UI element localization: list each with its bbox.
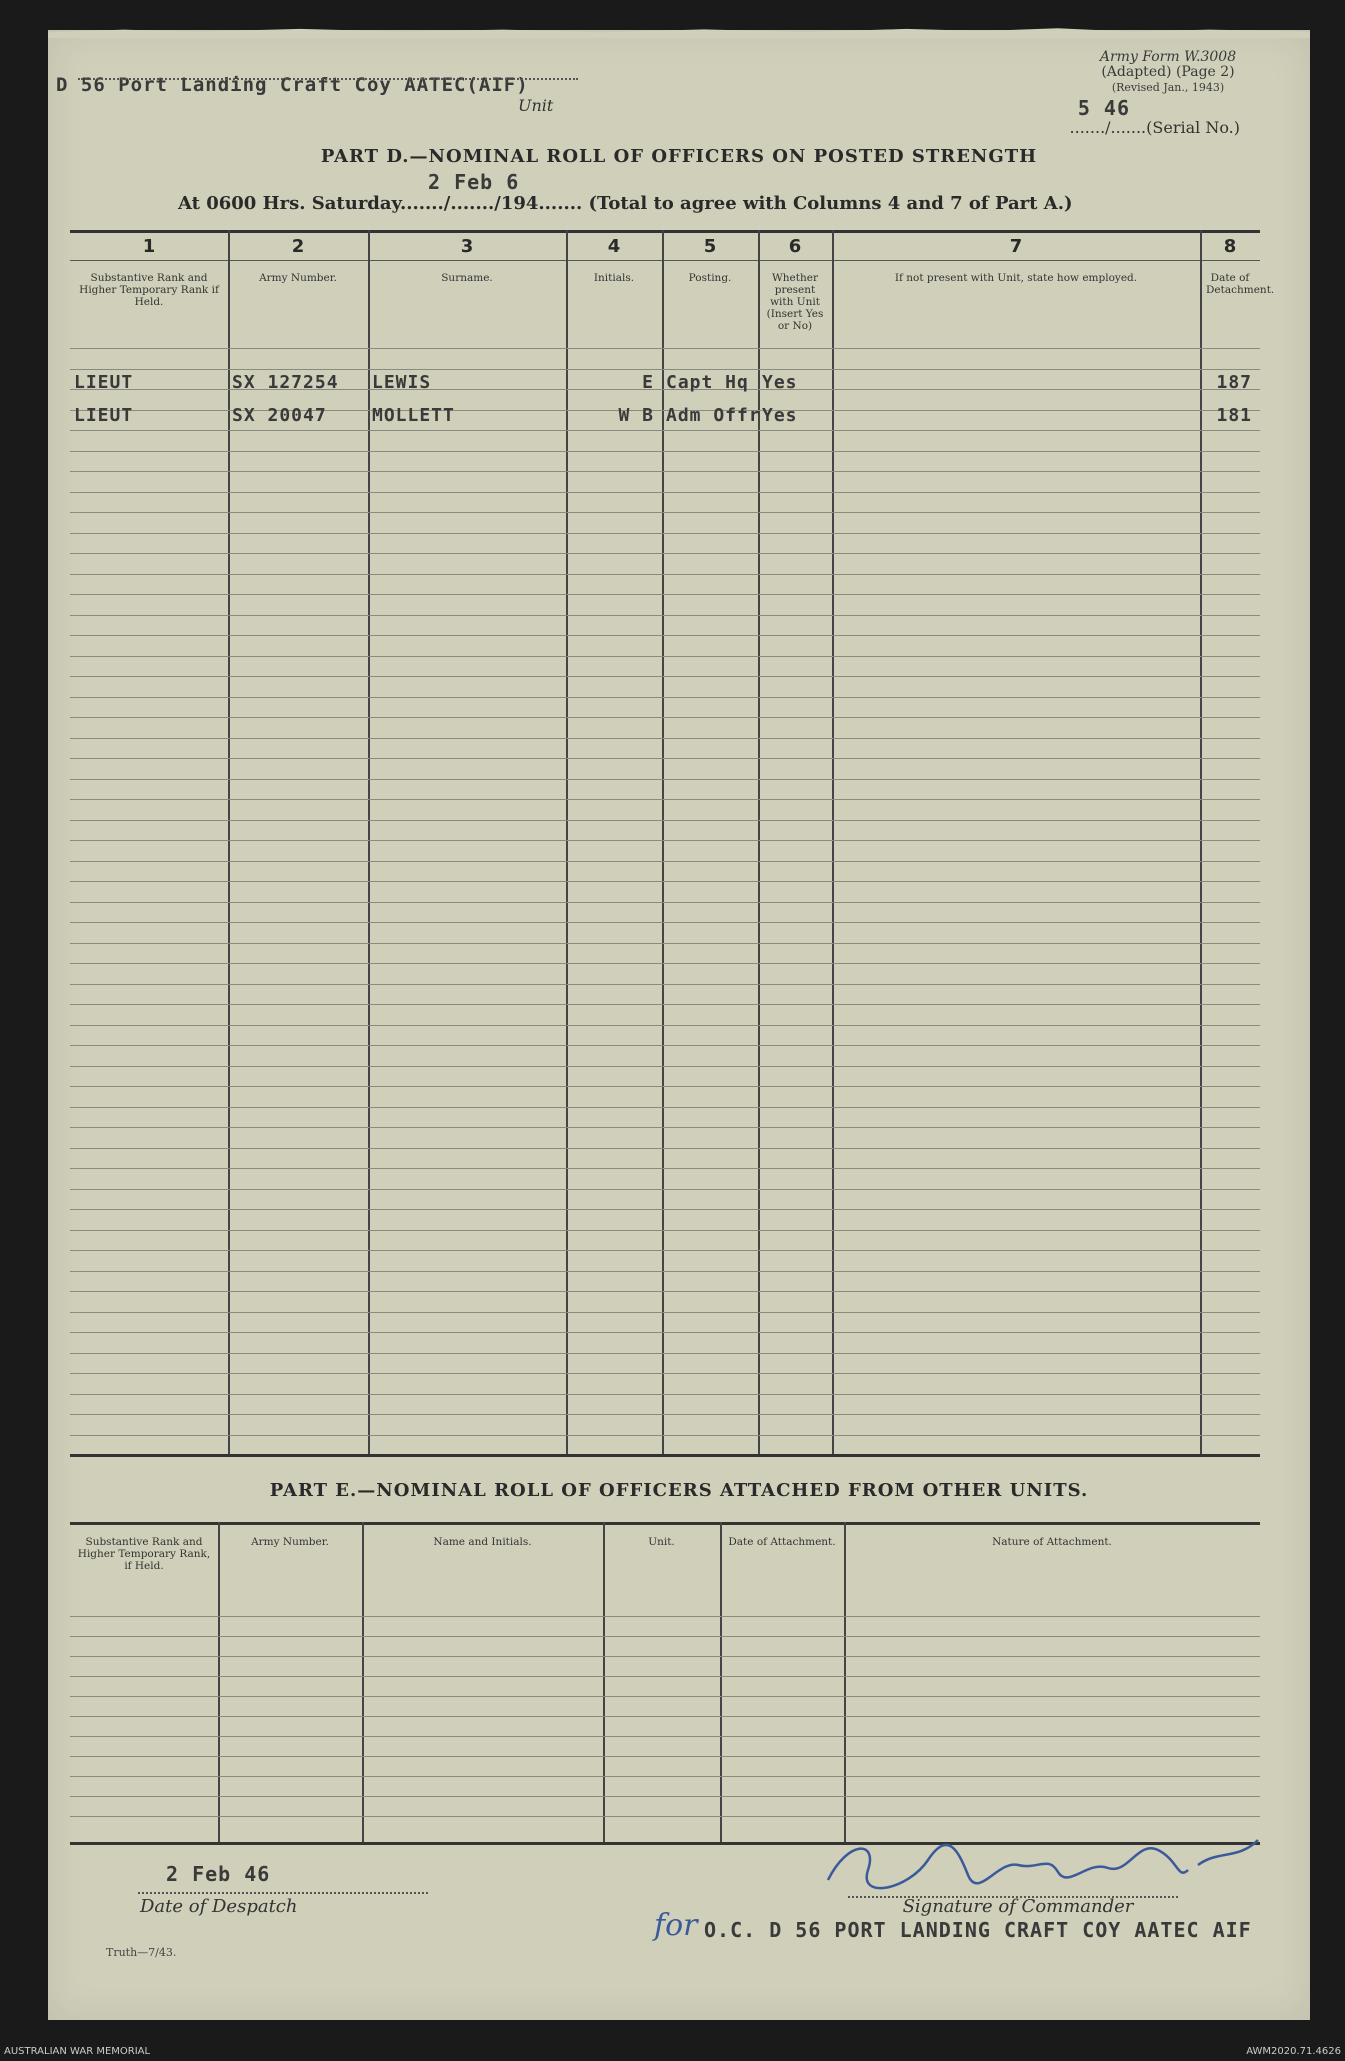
part-e-col-divider (603, 1522, 605, 1842)
part-d-ruled-line (70, 615, 1260, 616)
part-d-col-header: Whether present with Unit (Insert Yes or No) (766, 272, 824, 332)
part-d-ruled-line (70, 553, 1260, 554)
part-d-cell: 181 (1216, 405, 1252, 426)
part-d-ruled-line (70, 369, 1260, 370)
part-d-col-number: 5 (703, 236, 717, 257)
part-d-ruled-line (70, 799, 1260, 800)
part-d-ruled-line (70, 881, 1260, 882)
part-e-col-header: Nature of Attachment. (992, 1536, 1112, 1548)
part-e-ruled-line (70, 1756, 1260, 1757)
part-d-ruled-line (70, 984, 1260, 985)
part-e-ruled-line (70, 1656, 1260, 1657)
part-d-ruled-line (70, 1435, 1260, 1436)
part-d-ruled-line (70, 943, 1260, 944)
part-d-ruled-line (70, 492, 1260, 493)
part-d-ruled-line (70, 840, 1260, 841)
part-d-cell: LIEUT (74, 372, 134, 393)
part-d-col-number: 1 (142, 236, 156, 257)
part-e-col-divider (844, 1522, 846, 1842)
part-d-ruled-line (70, 1168, 1260, 1169)
part-d-top-rule (70, 230, 1260, 233)
part-d-col-header: If not present with Unit, state how employed. (894, 272, 1138, 284)
part-d-cell: Adm Offr (666, 405, 761, 426)
part-d-cell: Capt Hq (666, 372, 749, 393)
part-e-ruled-line (70, 1716, 1260, 1717)
part-d-ruled-line (70, 430, 1260, 431)
form-ref-line1: Army Form W.3008 (1099, 49, 1237, 65)
part-d-ruled-line (70, 1209, 1260, 1210)
part-d-cell: Yes (762, 405, 798, 426)
part-d-ruled-line (70, 451, 1260, 452)
part-d-col-header: Substantive Rank and Higher Temporary Rank if Held. (79, 272, 219, 308)
part-e-ruled-line (70, 1816, 1260, 1817)
part-d-cell: SX 127254 (232, 372, 339, 393)
part-d-ruled-line (70, 922, 1260, 923)
part-d-ruled-line (70, 697, 1260, 698)
part-d-ruled-line (70, 758, 1260, 759)
part-d-ruled-line (70, 717, 1260, 718)
part-e-ruled-line (70, 1696, 1260, 1697)
part-e-ruled-line (70, 1796, 1260, 1797)
part-d-ruled-line (70, 1414, 1260, 1415)
part-d-col-header: Posting. (688, 272, 732, 284)
credit-right: AWM2020.71.4626 (1246, 2046, 1341, 2057)
part-e-col-header: Date of Attachment. (728, 1536, 836, 1548)
part-d-date-typed: 2 Feb 6 (428, 170, 520, 194)
part-d-ruled-line (70, 533, 1260, 534)
part-d-col-number: 6 (788, 236, 802, 257)
part-e-ruled-line (70, 1736, 1260, 1737)
part-d-ruled-line (70, 1086, 1260, 1087)
serial-typed: 5 46 (1077, 96, 1130, 120)
part-e-col-divider (362, 1522, 364, 1842)
part-d-ruled-line (70, 1004, 1260, 1005)
part-d-col-header: Date of Detachment. (1206, 272, 1275, 296)
part-d-ruled-line (70, 779, 1260, 780)
unit-label: Unit (518, 96, 554, 115)
part-d-bottom-rule (70, 1454, 1260, 1457)
part-d-col-number: 3 (460, 236, 474, 257)
part-d-col-number: 4 (607, 236, 621, 257)
form-ref-line2: (Adapted) (Page 2) (1101, 64, 1235, 80)
part-d-ruled-line (70, 820, 1260, 821)
part-d-ruled-line (70, 1107, 1260, 1108)
part-d-cell: LIEUT (74, 405, 134, 426)
torn-edge (48, 24, 1310, 38)
despatch-line (138, 1892, 428, 1894)
document-page (48, 30, 1310, 2020)
form-reference (1068, 50, 1268, 95)
part-e-ruled-line (70, 1676, 1260, 1677)
part-d-col-number: 7 (1009, 236, 1023, 257)
part-d-title: PART D.—NOMINAL ROLL OF OFFICERS ON POSTED STRENGTH (320, 146, 1038, 167)
part-d-ruled-line (70, 1394, 1260, 1395)
part-d-cell: MOLLETT (372, 405, 455, 426)
for-handwritten: for (654, 1908, 698, 1943)
part-e-col-header: Army Number. (251, 1536, 329, 1548)
part-e-col-header: Name and Initials. (433, 1536, 532, 1548)
signature-label: Signature of Commander (902, 1896, 1134, 1917)
print-code: Truth—7/43. (106, 1946, 177, 1959)
part-d-ruled-line (70, 902, 1260, 903)
part-d-col-header: Initials. (593, 272, 635, 284)
part-d-ruled-line (70, 1066, 1260, 1067)
part-e-top-rule (70, 1522, 1260, 1525)
part-d-ruled-line (70, 1373, 1260, 1374)
part-d-ruled-line (70, 1189, 1260, 1190)
part-d-ruled-line (70, 1353, 1260, 1354)
part-d-ruled-line (70, 471, 1260, 472)
part-d-ruled-line (70, 1230, 1260, 1231)
part-d-col-header: Surname. (441, 272, 493, 284)
part-d-cell: LEWIS (372, 372, 432, 393)
part-d-ruled-line (70, 676, 1260, 677)
part-d-col-number: 8 (1223, 236, 1237, 257)
part-d-ruled-line (70, 594, 1260, 595)
part-d-ruled-line (70, 1148, 1260, 1149)
part-d-cell: Yes (762, 372, 798, 393)
part-e-col-header: Substantive Rank and Higher Temporary Rank, if Held. (77, 1536, 211, 1572)
part-d-ruled-line (70, 1312, 1260, 1313)
part-e-col-header: Unit. (648, 1536, 675, 1548)
despatch-date: 2 Feb 46 (166, 1862, 271, 1886)
part-d-cell: E (642, 372, 654, 393)
serial-label: ......./.......(Serial No.) (1069, 118, 1240, 137)
part-d-ruled-line (70, 963, 1260, 964)
despatch-label: Date of Despatch (140, 1896, 298, 1917)
part-e-title: PART E.—NOMINAL ROLL OF OFFICERS ATTACHED FROM OTHER UNITS. (269, 1480, 1089, 1501)
part-d-at-line: At 0600 Hrs. Saturday......./......./194....... (Total to agree with Columns 4 and 7 of Part A.) (178, 193, 1073, 214)
part-d-ruled-line (70, 1045, 1260, 1046)
part-e-col-divider (218, 1522, 220, 1842)
part-d-ruled-line (70, 512, 1260, 513)
part-d-ruled-line (70, 1291, 1260, 1292)
part-d-ruled-line (70, 1250, 1260, 1251)
unit-value: D 56 Port Landing Craft Coy AATEC(AIF) (56, 74, 529, 96)
part-d-ruled-line (70, 1271, 1260, 1272)
part-e-col-divider (720, 1522, 722, 1842)
part-d-number-rule (70, 260, 1260, 261)
part-d-cell: SX 20047 (232, 405, 327, 426)
part-d-ruled-line (70, 348, 1260, 349)
part-d-ruled-line (70, 1127, 1260, 1128)
part-d-cell: 187 (1216, 372, 1252, 393)
part-d-cell: W B (618, 405, 654, 426)
part-d-ruled-line (70, 635, 1260, 636)
part-d-col-header: Army Number. (259, 272, 337, 284)
part-e-ruled-line (70, 1636, 1260, 1637)
unit-line (78, 78, 578, 80)
part-d-ruled-line (70, 738, 1260, 739)
part-e-ruled-line (70, 1616, 1260, 1617)
part-d-col-number: 2 (291, 236, 305, 257)
part-d-ruled-line (70, 574, 1260, 575)
oc-line: O.C. D 56 PORT LANDING CRAFT COY AATEC AIF (704, 1918, 1252, 1942)
part-d-ruled-line (70, 1025, 1260, 1026)
part-e-ruled-line (70, 1776, 1260, 1777)
part-d-ruled-line (70, 1332, 1260, 1333)
part-d-ruled-line (70, 861, 1260, 862)
credit-left: AUSTRALIAN WAR MEMORIAL (4, 2046, 151, 2057)
form-ref-line3: (Revised Jan., 1943) (1111, 81, 1225, 94)
part-d-ruled-line (70, 656, 1260, 657)
